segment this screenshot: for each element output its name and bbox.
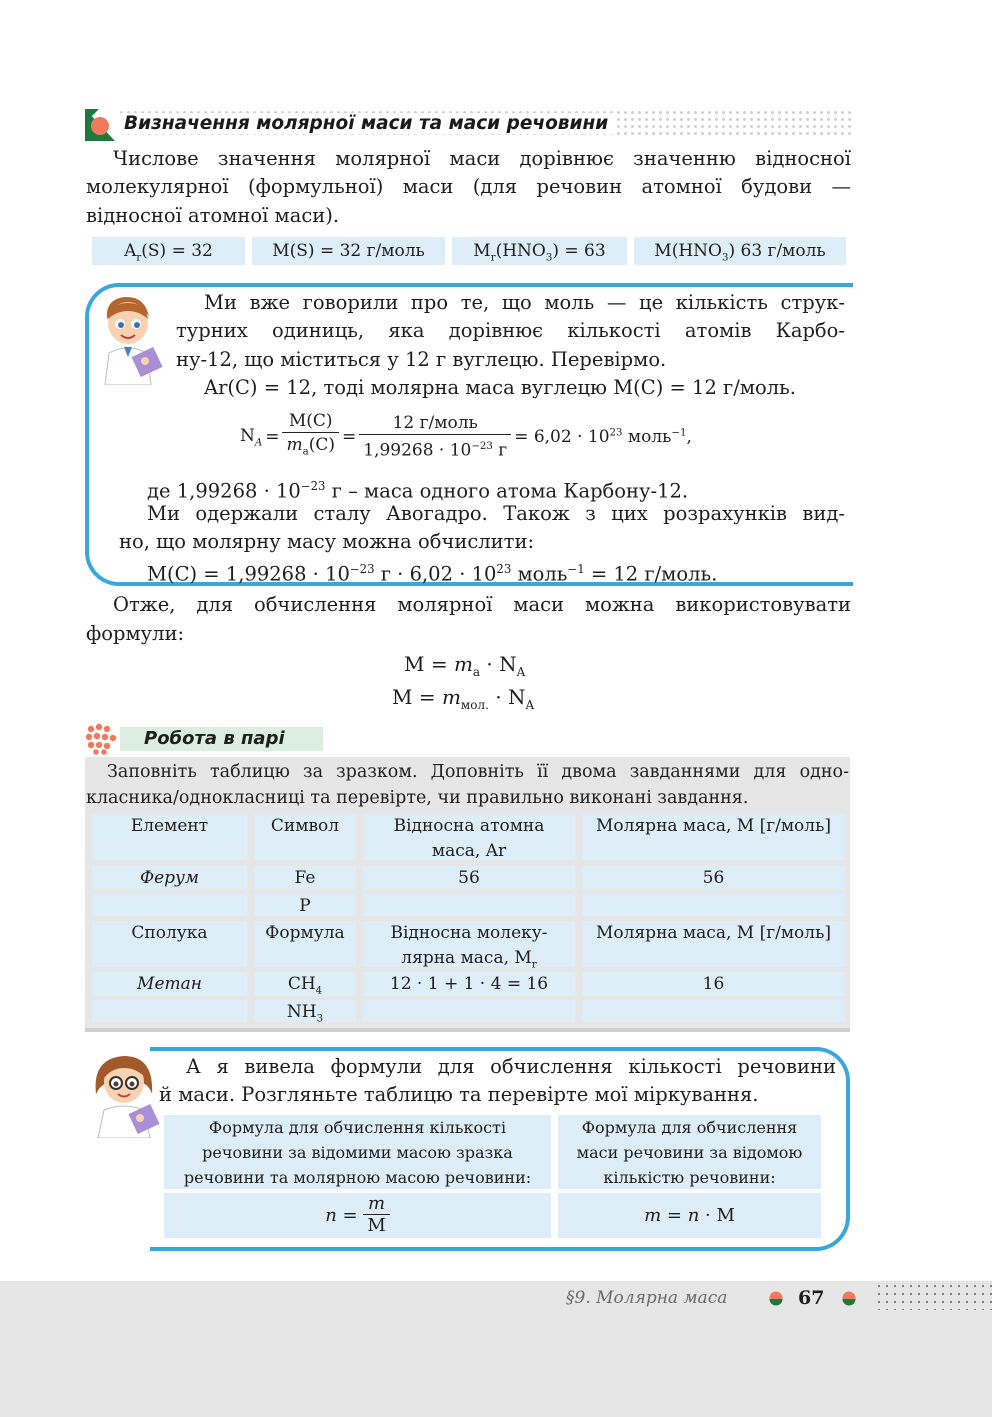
block1-line-2: турних одиниць, яка дорівнює кількості атомів Карбо- <box>176 319 845 342</box>
table-cell-ferum: Ферум <box>92 866 247 890</box>
table-cell-ch4-m: 16 <box>582 972 845 996</box>
table-cell-fe-m: 56 <box>582 866 845 890</box>
table-cell-ch4-mr: 12 · 1 + 1 · 4 = 16 <box>363 972 575 996</box>
example-chip-ar-s: $A_r(S) = 32$ <box>92 237 245 265</box>
pair-work-title: Робота в парі <box>120 727 323 751</box>
footer-section-name: §9. Молярна маса <box>566 1288 728 1308</box>
footer-right-dot-icon <box>842 1290 856 1306</box>
block2-line-1: А я вивела формули для обчислення кількості речовини <box>186 1055 836 1078</box>
footer-dot-pattern <box>875 1282 992 1310</box>
table-header-atomic-mass: Відносна атомна маса, Ar <box>363 814 575 860</box>
formula-m-mmol-na: $M = m_{мол.} \cdot N_A$ <box>392 685 535 712</box>
table-header-symbol: Символ <box>254 814 356 860</box>
table-header-compound: Сполука <box>92 921 247 967</box>
formula-m-n-M: m = n · M <box>558 1193 821 1238</box>
example-chip-mr-hno3: $M_r(HNO_3) = 63$ <box>452 237 627 265</box>
section-heading-icon <box>85 109 115 141</box>
section-title <box>118 109 853 139</box>
block1-line-6: Ми одержали сталу Авогадро. Також з цих розрахунків вид- <box>147 502 845 525</box>
table-header-molar-mass-2: Молярна маса, M [г/моль] <box>582 921 845 967</box>
table-cell-empty <box>363 894 575 916</box>
example-chip-m-hno3: $M(HNO_3)$ 63 г/моль <box>634 237 846 265</box>
girl-scientist-illustration <box>90 1050 162 1138</box>
formula-table-header-mass: Формула для обчислення маси речовини за відомою кількістю речовини: <box>558 1115 821 1189</box>
table-cell-p: P <box>254 894 356 916</box>
pair-box-bottom-rule <box>85 1028 850 1032</box>
table-header-molecular-mass: Відносна молеку- лярна маса, $M_r$ <box>363 921 575 967</box>
table-cell-empty <box>92 894 247 916</box>
intro-line-2: молекулярної (формульної) маси (для речовин атомної будови — <box>86 175 851 198</box>
block2-line-2: й маси. Розгляньте таблицю та перевірте мої міркування. <box>159 1083 759 1106</box>
table-cell-methane: Метан <box>92 972 247 996</box>
block1-line-5: де $1,99268 \cdot 10^{-23}$ г – маса одного атома Карбону-12. <box>147 479 689 503</box>
example-chip-m-s: M(S) = 32 г/моль <box>252 237 445 265</box>
table-header-formula: Формула <box>254 921 356 967</box>
block1-line-1: Ми вже говорили про те, що моль — це кількість струк- <box>204 291 845 314</box>
block1-line-3: ну-12, що міститься у 12 г вуглецю. Перевірмо. <box>176 348 667 371</box>
boy-scientist-illustration <box>95 293 165 385</box>
intro-line-1: Числове значення молярної маси дорівнює значенню відносної <box>113 147 851 170</box>
formula-table-header-amount: Формула для обчислення кількості речовини за відомими масою зразка речовини та молярною масою речовини: <box>164 1115 551 1189</box>
pair-task-line-2: класника/однокласниці та перевірте, чи правильно виконані завдання. <box>86 788 749 808</box>
pair-work-icon <box>85 723 119 755</box>
formula-n-m-over-M: n = $\frac{m}{M}$ <box>164 1193 551 1238</box>
table-header-molar-mass: Молярна маса, M [г/моль] <box>582 814 845 860</box>
table-cell-fe: Fe <box>254 866 356 890</box>
table-cell-ch4: $CH_4$ <box>254 972 356 996</box>
table-header-element: Елемент <box>92 814 247 860</box>
fraction-12g-over-atom-mass: $\frac{\text{12 г/моль}}{1,99268 \cdot 10^{-23} г}$ <box>359 412 511 463</box>
table-cell-empty <box>582 1000 845 1022</box>
page-number: 67 <box>798 1287 825 1309</box>
table-cell-empty <box>363 1000 575 1022</box>
conclusion-line-1: Отже, для обчислення молярної маси можна використовувати <box>113 593 851 616</box>
conclusion-line-2: формули: <box>86 622 185 645</box>
table-cell-fe-ar: 56 <box>363 866 575 890</box>
table-cell-empty <box>92 1000 247 1022</box>
table-cell-nh3: $NH_3$ <box>254 1000 356 1022</box>
footer-left-dot-icon <box>769 1290 783 1306</box>
fraction-mc-over-ma: $\frac{M(C)}{m_a(C)}$ <box>282 410 338 464</box>
avogadro-formula: $N_A$ = $\frac{M(C)}{m_a(C)}$ = $\frac{\text{12 г/моль}}{1,99268 \cdot 10^{-23} г}$ = $6,02 \cdot 10^{23}$ моль$^{-1}$, <box>240 406 800 468</box>
intro-line-3: відносної атомної маси). <box>86 204 340 227</box>
formula-m-ma-na: $M = m_a \cdot N_A$ <box>404 652 526 679</box>
block1-line-4: Ar(C) = 12, тоді молярна маса вуглецю M(C) = 12 г/моль. <box>204 376 796 399</box>
block1-line-7: но, що молярну масу можна обчислити: <box>119 530 535 553</box>
section-title-text: Визначення молярної маси та маси речовини <box>118 113 616 134</box>
block1-line-8: $M(C) = 1,99268 \cdot 10^{-23}$ $г \cdot 6,02 \cdot 10^{23}$ моль$^{-1}$ = 12 г/моль. <box>147 562 718 586</box>
table-cell-empty <box>582 894 845 916</box>
pair-task-line-1: Заповніть таблицю за зразком. Доповніть її двома завданнями для одно- <box>107 762 849 782</box>
